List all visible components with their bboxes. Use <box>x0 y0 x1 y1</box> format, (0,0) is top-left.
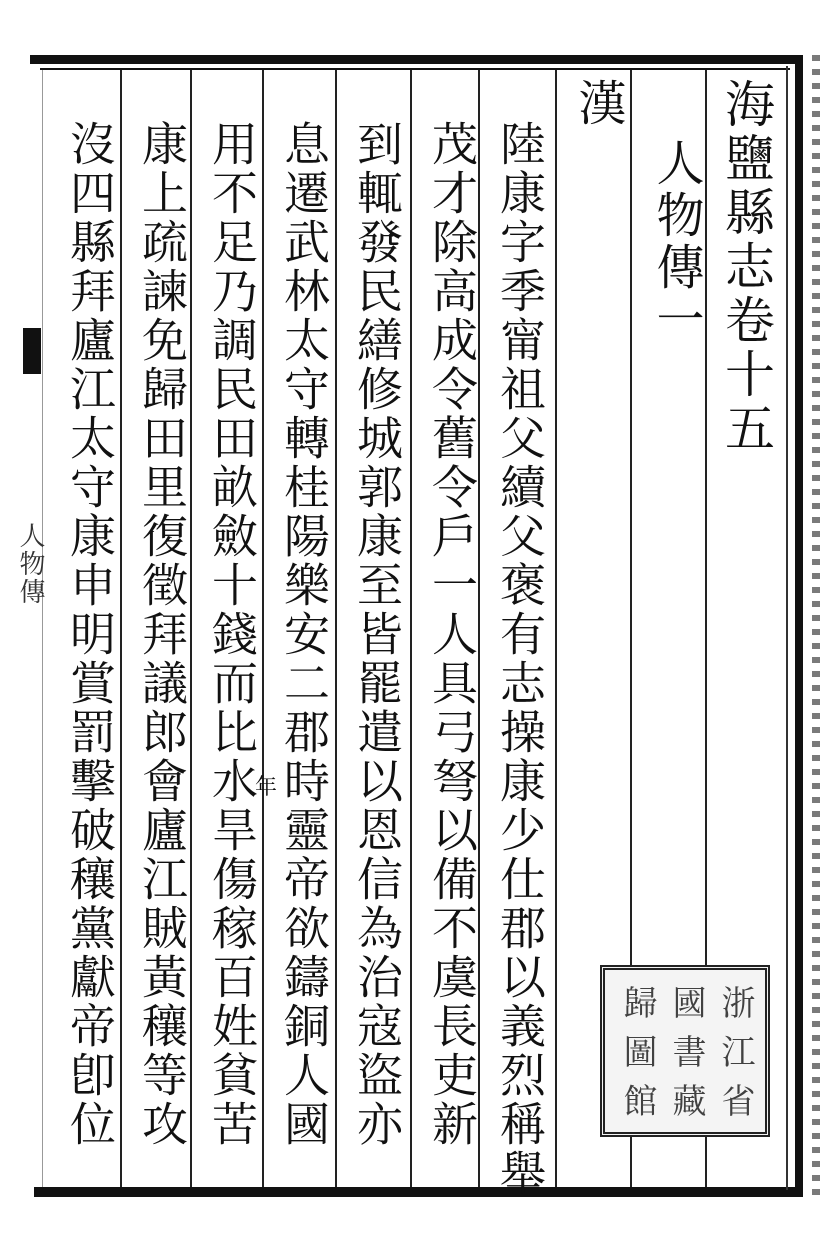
column-rule <box>335 70 337 1187</box>
seal-char: 省 <box>715 1082 755 1117</box>
column-rule <box>190 70 192 1187</box>
page-edge-mark <box>812 55 820 1197</box>
frame-right-border <box>795 55 803 1197</box>
seal-char: 江 <box>715 1033 755 1068</box>
library-seal-stamp <box>600 965 770 1137</box>
seal-char: 館 <box>617 1082 657 1117</box>
text-column-6: 康上疏諫免歸田里復徵拜議郎會廬江賊黃穰等攻 <box>135 120 189 1149</box>
interlinear-note: 年 <box>255 775 278 800</box>
frame-top-inner-border <box>40 68 790 70</box>
column-rule <box>410 70 412 1187</box>
seal-char: 圖 <box>617 1033 657 1068</box>
frame-top-border <box>30 55 800 64</box>
section-title: 人物傳一 <box>648 138 704 346</box>
text-column-4: 息遷武林太守轉桂陽樂安二郡時靈帝欲鑄銅人國 <box>277 120 331 1149</box>
volume-title: 海鹽縣志卷十五 <box>717 78 775 456</box>
text-column-7: 沒四縣拜廬江太守康申明賞罰擊破穰黨獻帝卽位 <box>63 120 117 1149</box>
dynasty-heading: 漢 <box>570 78 626 130</box>
margin-label: 人物傳 <box>15 522 45 606</box>
frame-bottom-border <box>34 1187 800 1197</box>
seal-char: 書 <box>666 1033 706 1068</box>
frame-right-inner-border <box>786 66 788 1190</box>
column-rule <box>262 70 264 1187</box>
fish-tail-mark <box>23 328 41 374</box>
text-column-3: 到輒發民繕修城郭康至皆罷遣以恩信為治寇盜亦 <box>350 120 404 1149</box>
seal-char: 歸 <box>617 985 657 1020</box>
seal-char: 浙 <box>715 985 755 1020</box>
text-column-5: 用不足乃調民田畝斂十錢而比水旱傷稼百姓貧苦 <box>205 120 259 1149</box>
seal-char: 國 <box>666 985 706 1020</box>
column-rule <box>120 70 122 1187</box>
seal-char: 藏 <box>666 1082 706 1117</box>
column-rule <box>555 70 557 1187</box>
text-column-2: 茂才除高成令舊令戶一人具弓弩以備不虞長吏新 <box>425 120 479 1149</box>
frame-left-rule <box>42 70 43 1187</box>
text-column-1: 陸康字季甯祖父續父褒有志操康少仕郡以義烈稱舉 <box>493 120 547 1198</box>
